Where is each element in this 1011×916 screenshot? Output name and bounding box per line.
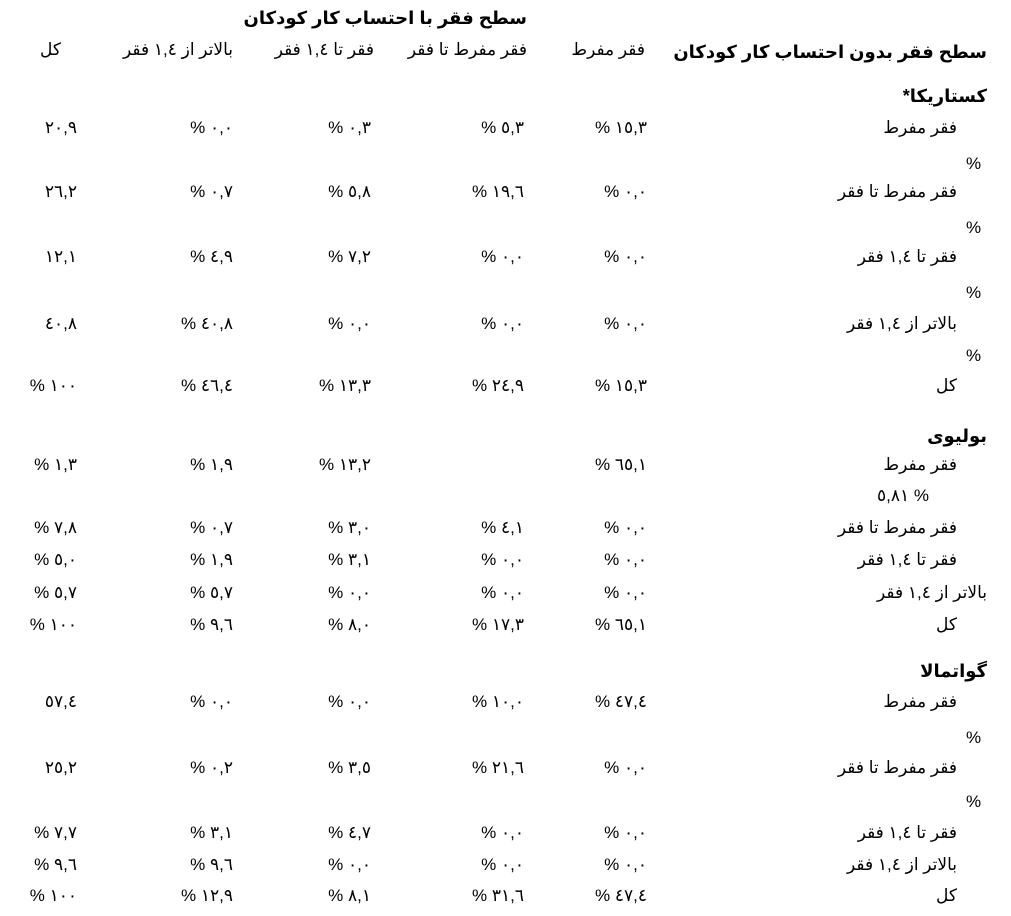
row-label: فقر مفرط تا فقر [837,758,957,777]
cell-poor-to-1-4: % ۸,۱ [328,886,371,905]
cell-total: % ٥,۷ [34,583,77,602]
cell-poor-to-1-4: % ۷,۲ [328,247,371,266]
cell-extreme-to-poor: % ۰,۰ [481,550,524,569]
row-label: فقر مفرط [883,118,957,137]
wrapped-percent: % [966,218,982,237]
wrapped-percent: % [966,792,982,811]
cell-above-1-4: % ۹,٦ [190,615,233,634]
row-label-total: کل [936,886,957,905]
cell-extreme: % ٦٥,۱ [595,455,647,474]
cell-extreme-to-poor: % ٤,۱ [481,518,524,537]
cell-extreme-to-poor: % ۰,۰ [481,247,524,266]
cell-total: % ۷,۷ [34,823,77,842]
cell-total: ۲٥,۲ [44,758,77,777]
col-header-above-1-4: بالاتر از ۱,٤ فقر [123,40,233,59]
wrapped-percent: % [966,154,982,173]
cell-total: % ۱۰۰ [29,615,77,634]
section-title-costa-rica: کستاریکا* [902,86,987,106]
cell-poor-to-1-4: % ٥,۸ [328,182,371,201]
cell-total: ۲٦,۲ [44,182,77,201]
cell-extreme: % ۰,۰ [604,518,647,537]
cell-above-1-4: % ۰,۷ [190,182,233,201]
row-label-total: کل [936,376,957,395]
cell-poor-to-1-4: % ۸,۰ [328,615,371,634]
cell-above-1-4: % ٤,۹ [190,247,233,266]
row-label: فقر مفرط تا فقر [837,518,957,537]
col-header-poor-to-1-4: فقر تا ۱,٤ فقر [274,40,374,59]
wrapped-percent: % [966,728,982,747]
cell-extreme-to-poor: % ۲۱,٦ [472,758,524,777]
row-label: بالاتر از ۱,٤ فقر [877,583,987,602]
row-label: فقر مفرط تا فقر [837,182,957,201]
cell-extreme: % ۰,۰ [604,855,647,874]
cell-poor-to-1-4: % ۰,۰ [328,692,371,711]
cell-total: % ٥,۰ [34,550,77,569]
group-title: سطح فقر با احتساب کار کودکان [243,8,527,28]
row-header-title: سطح فقر بدون احتساب کار کودکان [673,42,987,62]
cell-extreme-to-poor: % ۰,۰ [481,855,524,874]
cell-poor-to-1-4: % ۰,۰ [328,855,371,874]
cell-poor-to-1-4: % ۰,۰ [328,583,371,602]
cell-extreme: % ٤۷,٤ [595,692,647,711]
cell-poor-to-1-4: % ۳,۰ [328,518,371,537]
row-label: فقر تا ۱,٤ فقر [857,823,957,842]
cell-above-1-4: % ۰,۰ [190,118,233,137]
cell-total: % ۹,٦ [34,855,77,874]
cell-poor-to-1-4: % ۰,۳ [328,118,371,137]
cell-total: ۱۲,۱ [44,247,77,266]
cell-extreme: % ۰,۰ [604,583,647,602]
col-header-extreme-to-poor: فقر مفرط تا فقر [407,40,527,59]
cell-total: % ۷,۸ [34,518,77,537]
cell-extreme-to-poor: % ۲٤,۹ [472,376,524,395]
row-label-total: کل [936,615,957,634]
cell-above-1-4: % ۹,٦ [190,855,233,874]
wrapped-percent: % [966,283,982,302]
cell-extreme-to-poor: % ۰,۰ [481,823,524,842]
cell-extreme-to-poor: % ۱۹,٦ [472,182,524,201]
col-header-extreme: فقر مفرط [571,40,645,59]
col-header-total: کل [40,40,61,59]
cell-poor-to-1-4: % ۳,۱ [328,550,371,569]
cell-poor-to-1-4: % ۱۳,۲ [319,455,371,474]
cell-poor-to-1-4: % ۳,٥ [328,758,371,777]
cell-total: % ۱,۳ [34,455,77,474]
cell-extreme-to-poor: % ۰,۰ [481,583,524,602]
cell-above-1-4: % ٥,۷ [190,583,233,602]
cell-extreme-to-poor: % ٥,۳ [481,118,524,137]
row-label: فقر تا ۱,٤ فقر [857,247,957,266]
cell-poor-to-1-4: % ۰,۰ [328,314,371,333]
cell-extreme: % ۰,۰ [604,550,647,569]
cell-above-1-4: % ۱,۹ [190,455,233,474]
wrapped-value: % ۸۱,٥ [877,486,929,505]
cell-extreme: % ۰,۰ [604,314,647,333]
cell-extreme-to-poor: % ۰,۰ [481,314,524,333]
cell-extreme: % ۰,۰ [604,823,647,842]
cell-extreme: % ۰,۰ [604,182,647,201]
row-label: فقر تا ۱,٤ فقر [857,550,957,569]
cell-poor-to-1-4: % ۱۳,۳ [319,376,371,395]
cell-extreme-to-poor: % ۱۰,۰ [472,692,524,711]
wrapped-percent: % [966,346,982,365]
section-title-bolivia: بولیوی [927,426,987,446]
cell-above-1-4: % ٤۰,۸ [181,314,233,333]
cell-above-1-4: % ۰,۷ [190,518,233,537]
cell-above-1-4: % ۱,۹ [190,550,233,569]
cell-total: % ۱۰۰ [29,886,77,905]
cell-above-1-4: % ۳,۱ [190,823,233,842]
cell-above-1-4: % ۱۲,۹ [181,886,233,905]
cell-extreme: % ۰,۰ [604,247,647,266]
row-label: فقر مفرط [883,692,957,711]
row-label: بالاتر از ۱,٤ فقر [847,855,957,874]
cell-total: ٤۰,۸ [44,314,77,333]
cell-total: % ۱۰۰ [29,376,77,395]
cell-extreme: % ۰,۰ [604,758,647,777]
cell-above-1-4: % ۰,۰ [190,692,233,711]
section-title-guatemala: گواتمالا [920,661,987,681]
cell-above-1-4: % ٤٦,٤ [181,376,233,395]
cell-extreme: % ٦٥,۱ [595,615,647,634]
cell-total: ۲۰,۹ [44,118,77,137]
cell-extreme: % ٤۷,٤ [595,886,647,905]
row-label: بالاتر از ۱,٤ فقر [847,314,957,333]
row-label: فقر مفرط [883,455,957,474]
cell-total: ٥۷,٤ [44,692,77,711]
cell-extreme: % ۱٥,۳ [595,118,647,137]
cell-extreme-to-poor: % ۱۷,۳ [472,615,524,634]
cell-poor-to-1-4: % ٤,۷ [328,823,371,842]
cell-above-1-4: % ۰,۲ [190,758,233,777]
cell-extreme: % ۱٥,۳ [595,376,647,395]
cell-extreme-to-poor: % ۳۱,٦ [472,886,524,905]
